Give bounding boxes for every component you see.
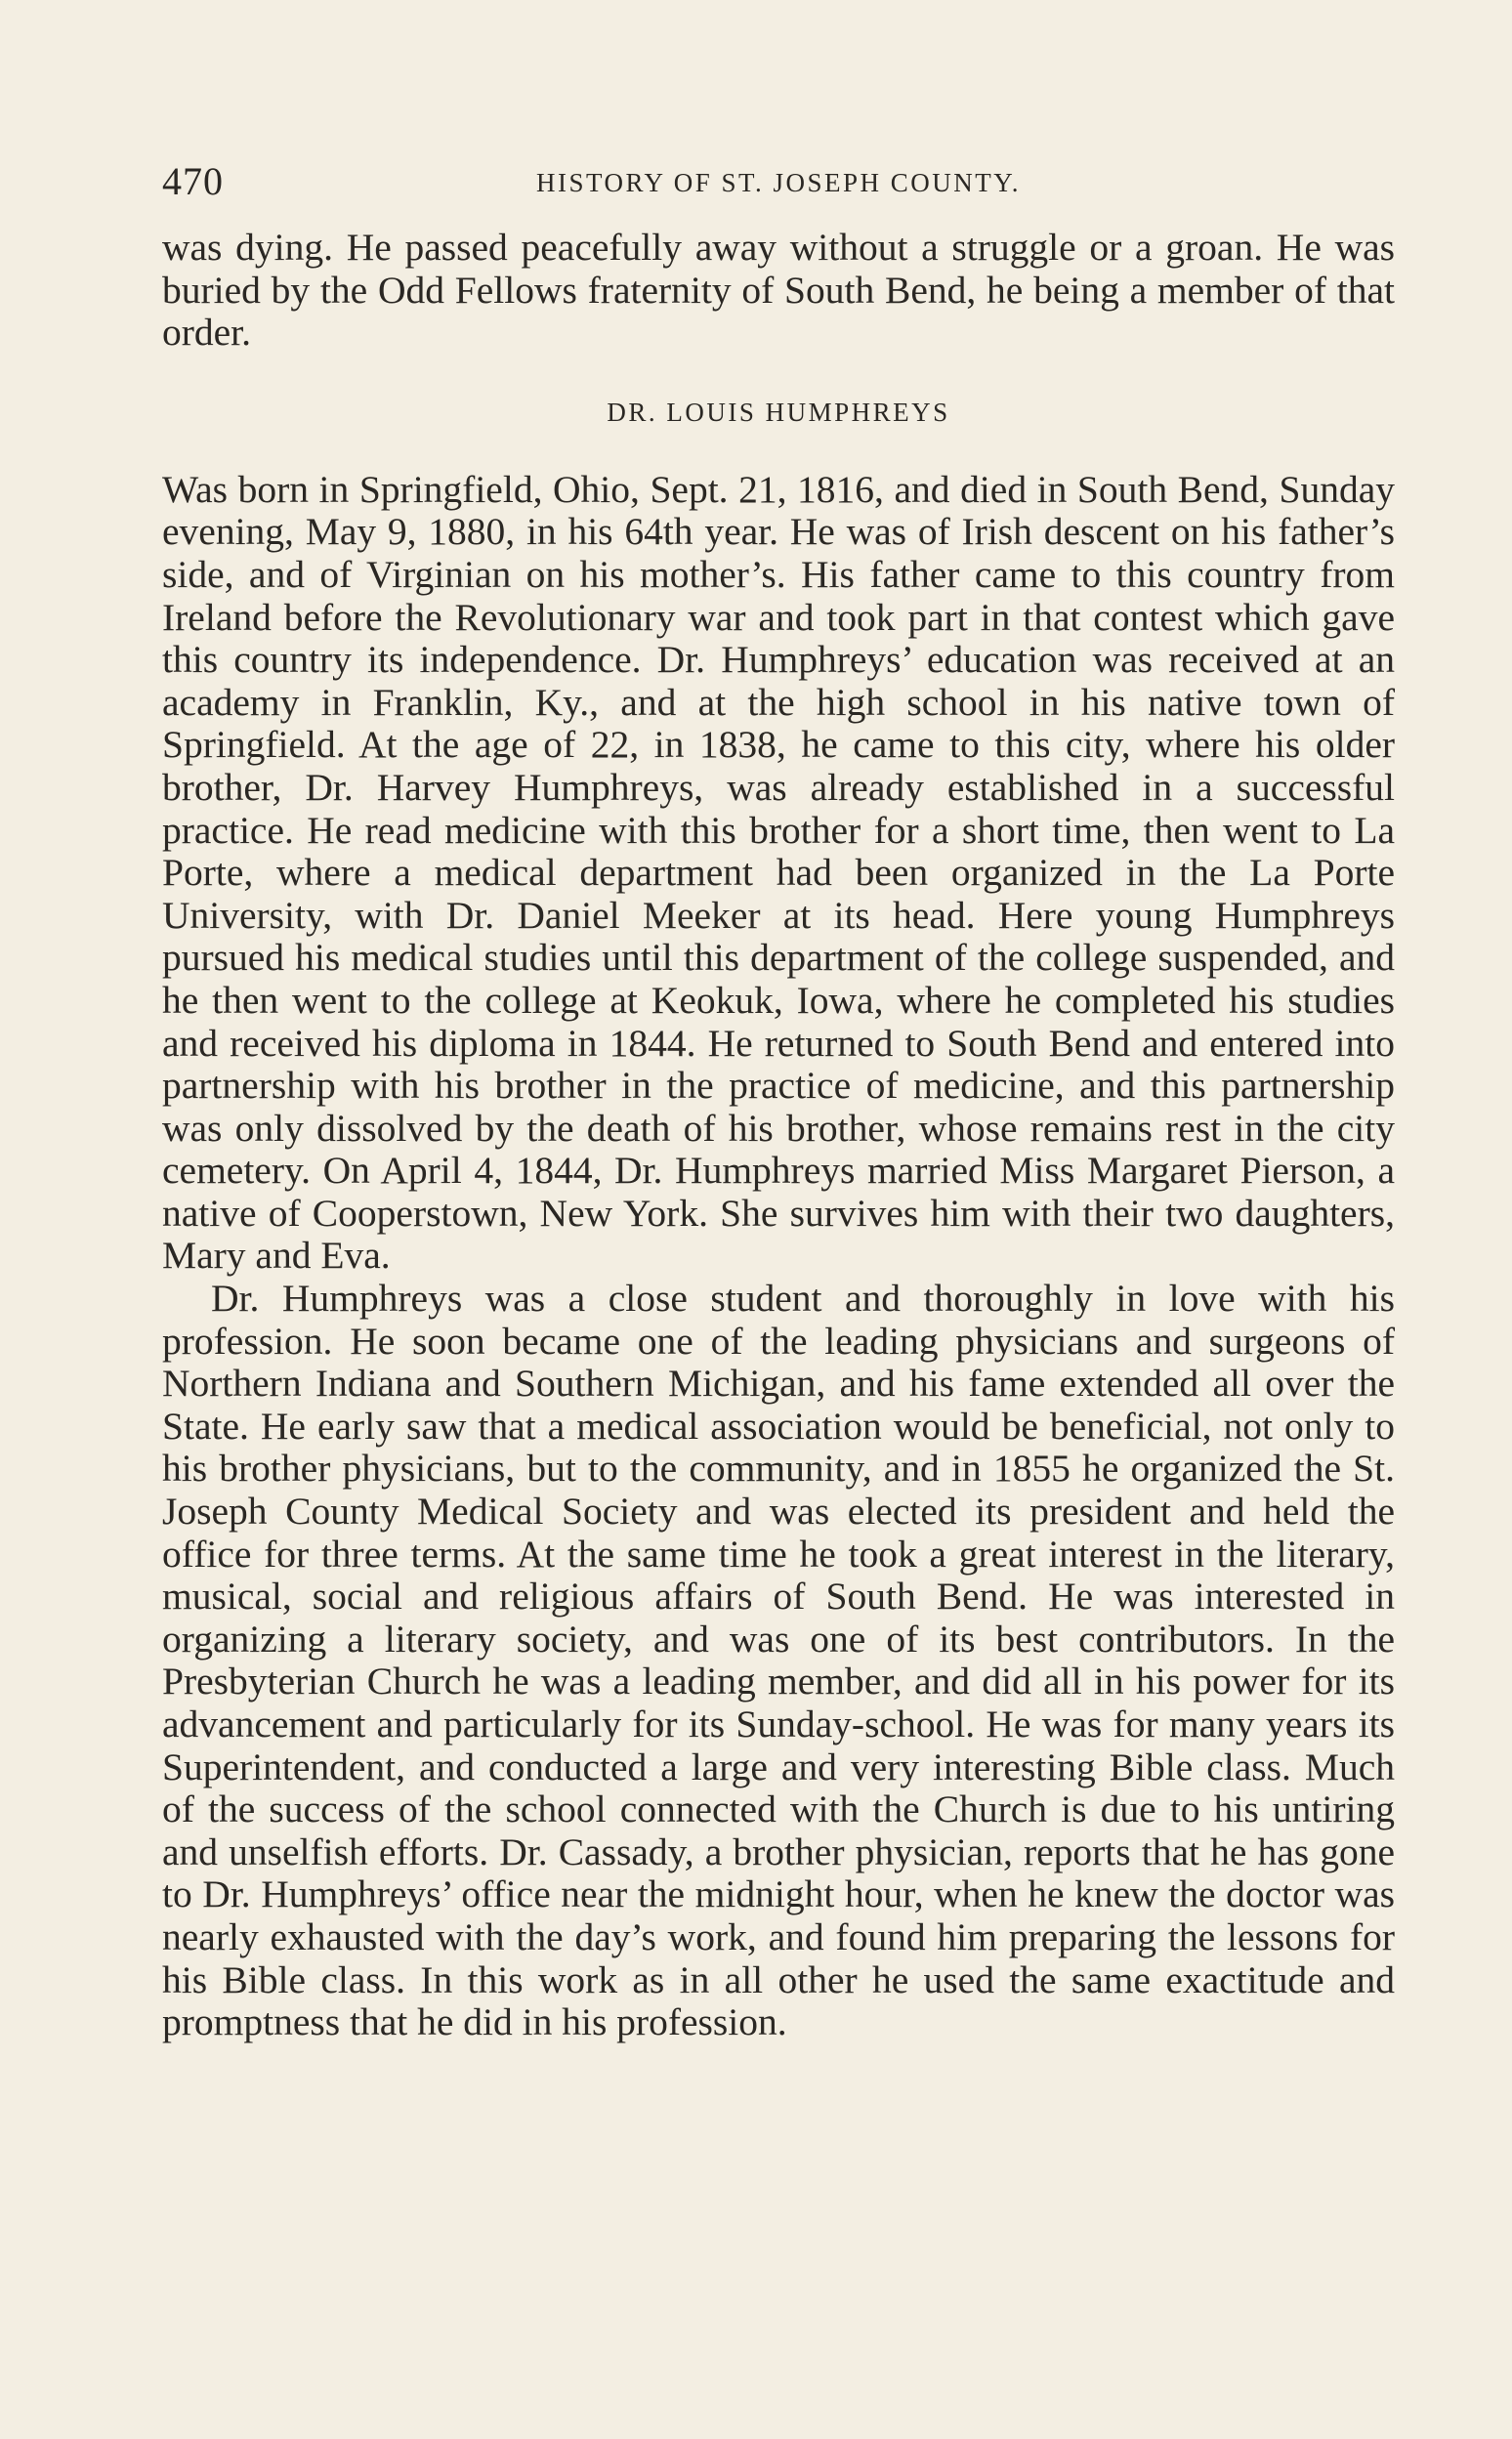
running-head-title: HISTORY OF ST. JOSEPH COUNTY. [535,168,1022,197]
page-number: 470 [162,159,224,203]
continuation-paragraph: was dying. He passed peacefully away without a struggle or a groan. He was buried by the Odd Fellows fraternity of South Bend, he being a member of that order. [162,226,1395,355]
book-page [162,147,1395,2044]
section-heading: DR. LOUIS HUMPHREYS [607,397,950,427]
biography-paragraph-2: Dr. Humphreys was a close student and thoroughly in love with his profession. He soon became one of the leading physicians and surgeons of Northern Indiana and Southern Michigan, and his fame extended all over the State. He early saw that a medical association would be beneficial, not only to his brother physicians, but to the community, and in 1855 he organized the St. Joseph County Medical Society and was elected its president and held the office for three terms. At the same time he took a great interest in the literary, musical, social and religious affairs of South Bend. He was interested in organizing a literary society, and was one of its best contributors. In the Presbyterian Church he was a leading member, and did all in his power for its advancement and particularly for its Sunday-school. He was for many years its Superintendent, and conducted a large and very interesting Bible class. Much of the success of the school connected with the Church is due to his untiring and unselfish efforts. Dr. Cassady, a brother physician, reports that he has gone to Dr. Humphreys’ office near the midnight hour, when he knew the doctor was nearly exhausted with the day’s work, and found him preparing the lessons for his Bible class. In this work as in all other he used the same exactitude and promptness that he did in his profession. [162,1277,1395,2044]
running-head [162,147,1395,215]
biography-paragraph-1: Was born in Springfield, Ohio, Sept. 21, 1816, and died in South Bend, Sunday evening, May 9, 1880, in his 64th year. He was of Irish descent on his father’s side, and of Virginian on his mother’s. His father came to this country from Ireland before the Revolutionary war and took part in that contest which gave this country its independence. Dr. Humphreys’ education was received at an academy in Franklin, Ky., and at the high school in his native town of Springfield. At the age of 22, in 1838, he came to this city, where his older brother, Dr. Harvey Humphreys, was already established in a successful practice. He read medicine with this brother for a short time, then went to La Porte, where a medical department had been organized in the La Porte University, with Dr. Daniel Meeker at its head. Here young Humphreys pursued his medical studies until this department of the college suspended, and he then went to the college at Keokuk, Iowa, where he completed his studies and received his diploma in 1844. He returned to South Bend and entered into partnership with his brother in the practice of medicine, and this partnership was only dissolved by the death of his brother, whose remains rest in the city cemetery. On April 4, 1844, Dr. Humphreys married Miss Margaret Pierson, a native of Cooperstown, New York. She survives him with their two daughters, Mary and Eva. [162,467,1395,1278]
